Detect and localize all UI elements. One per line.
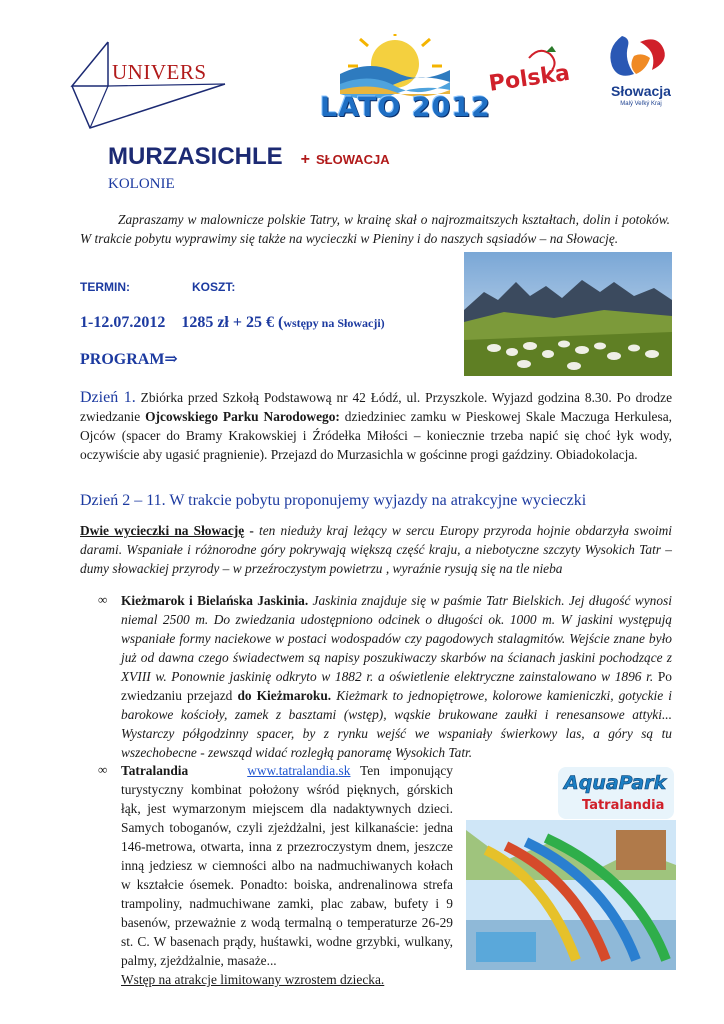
cost-note: wstępy na Słowacji) bbox=[283, 316, 385, 330]
bullet2-text: Ten imponujący turystyczny kombinat położony wśród pięknych, górskich łąk, jest wymarzonym miejscem dla nadaktywnych dzieci. Samych toboganów, czyli zjeżdżalni, jest kilkanaście: jedna 146-metrowa, otwarta, inna z przezroczystym dnem, jeszcze inną jedziesz w ciemności albo na nadmuchiwanych kołach w kształcie ósemek. Ponadto: boiska, andrenalinowa strefa trampoliny, nadmuchiwane zamki, plac zabaw, bufety i 9 basenów, przeważnie z wodą termalną o temperaturze 26-29 st. C. W basenach prądy, huśtawki, wodne grzybki, wulkany, palmy, zjeżdżalnie, masaże... bbox=[121, 763, 453, 968]
bullet1-bold: do Kieżmaroku. bbox=[237, 688, 332, 703]
slovakia-logo-name: Słowacja bbox=[611, 83, 671, 99]
koszt-label: KOSZT: bbox=[192, 280, 236, 294]
intro-paragraph: Zapraszamy w malownicze polskie Tatry, w krainę skał o najrozmaitszych kształtach, dolin i potoków. W trakcie pobytu wyprawimy się także na wycieczki w Pieniny i do naszych sąsiadów – na Słowację. bbox=[80, 212, 670, 246]
termin-label: TERMIN: bbox=[80, 280, 130, 294]
program-heading: PROGRAM⇒ bbox=[80, 351, 178, 368]
slovakia-trips-label: Dwie wycieczki na Słowację bbox=[80, 523, 245, 538]
title-main: MURZASICHLE bbox=[108, 143, 283, 170]
cost-value: 1285 zł + 25 € ( bbox=[181, 314, 284, 331]
day2-heading: Dzień 2 – 11. bbox=[80, 492, 166, 509]
aquapark-tatralandia-logo bbox=[556, 763, 676, 823]
bullet1-text-c: Kieżmark to jednopiętrowe, kolorowe kamieniczki, gotyckie i barokowe kościoły, zamek z basztami (wstęp), wąskie brukowane zaułki i renesansowe attyki... Wystarczy półgodzinny spacer, by z rynku wejść we wspaniały świerkowy las, a góry są tu wszechobecne - zewsząd widać rozległą panoramę Wysokich Tatr. bbox=[121, 688, 672, 760]
bullet1-text-b: Po zwiedzaniu przejazd bbox=[121, 669, 672, 703]
bullet2-title: Tatralandia bbox=[121, 763, 189, 778]
waterslide-photo bbox=[466, 820, 676, 970]
dates-and-cost bbox=[80, 314, 385, 332]
bullet2-limit: Wstęp na atrakcje limitowany wzrostem dziecka. bbox=[121, 972, 385, 987]
slovakia-tourism-logo bbox=[594, 30, 684, 112]
aquapark-line1: AquaPark bbox=[564, 772, 667, 794]
tatralandia-link[interactable]: www.tatralandia.sk bbox=[247, 763, 351, 778]
infinity-bullet-icon: ∞ bbox=[98, 592, 108, 607]
aquapark-line2: Tatralandia bbox=[582, 798, 665, 813]
polska-logo-text: Polska bbox=[487, 60, 572, 97]
univers-text: UNIVERS bbox=[112, 60, 207, 84]
lato-2012-title: LATO 2012 bbox=[320, 92, 491, 123]
day2-heading-line bbox=[80, 492, 586, 510]
bullet1-text-a: Jaskinia znajduje się w paśmie Tatr Bielskich. Jej długość wynosi niemal 2500 m. Do zwiedzania udostępniono odcinek o długości ok. 1000 m. W jaskini występują wspaniałe formy naciekowe w postaci wodospadów czy pagodowych stalagmitów. Wejście znane było już od dawna czego świadectwem są napisy poszukiwaczy skarbów na ścianach jaskini pochodzące z XVIII w. Ponownie jaskinię odkryto w 1882 r. a oświetlenie elektryczne zainstalowano w 1896 r. bbox=[121, 593, 672, 684]
mountain-meadow-photo bbox=[464, 252, 672, 376]
dates-value: 1-12.07.2012 bbox=[80, 314, 166, 331]
bullet-tatralandia bbox=[121, 761, 453, 989]
bullet1-title: Kieżmarok i Bielańska Jaskinia. bbox=[121, 593, 309, 608]
page-title bbox=[108, 143, 390, 171]
subtitle-kolonie: KOLONIE bbox=[108, 176, 175, 192]
slovakia-logo-tagline: Malý Veľký Kraj bbox=[620, 101, 662, 107]
slovakia-trips-text: ten niedużу kraj leżący w sercu Europy przyroda hojnie obdarzyła swoimi darami. Wspaniałe i różnorodne góry pokrywają większą część kraju, a niebotyczne szczyty Wysokich Tatr – dumy słowackiej przyrody – w przeźroczystym powietrzu , wyraźnie rysują się na tle nieba bbox=[80, 523, 672, 576]
slovakia-trips-paragraph bbox=[80, 521, 672, 578]
day1-heading: Dzień 1. bbox=[80, 389, 136, 406]
slovakia-trips-dash: - bbox=[244, 523, 259, 538]
day1-text-a: Zbiórka przed Szkołą Podstawową nr 42 Łódź, ul. Przyszkole. Wyjazd godzina 8.30. Po drodze zwiedzanie bbox=[80, 390, 673, 424]
bullet-kiezmarok bbox=[121, 591, 672, 762]
day2-text: W trakcie pobytu proponujemy wyjazdy na atrakcyjne wycieczki bbox=[165, 492, 587, 509]
title-sub: SŁOWACJA bbox=[316, 152, 390, 167]
day1-paragraph bbox=[80, 388, 672, 464]
title-plus: + bbox=[300, 151, 310, 168]
infinity-bullet-icon: ∞ bbox=[98, 762, 108, 777]
polska-logo bbox=[484, 44, 574, 104]
univers-logo bbox=[70, 40, 230, 130]
day1-park-name: Ojcowskiego Parku Narodowego: bbox=[145, 409, 340, 424]
day1-text-b: dziedziniec zamku w Pieskowej Skale Maczuga Herkulesa, Ojców (spacer do Bramy Krakowskiej i Źródełka Miłości – koniecznie trzeba napić się choć łyk wody, oczywiście aby ugasić pragnienie). Przejazd do Murzasichla w gościnne progi gaździny. Obiadokolacja. bbox=[80, 409, 672, 462]
